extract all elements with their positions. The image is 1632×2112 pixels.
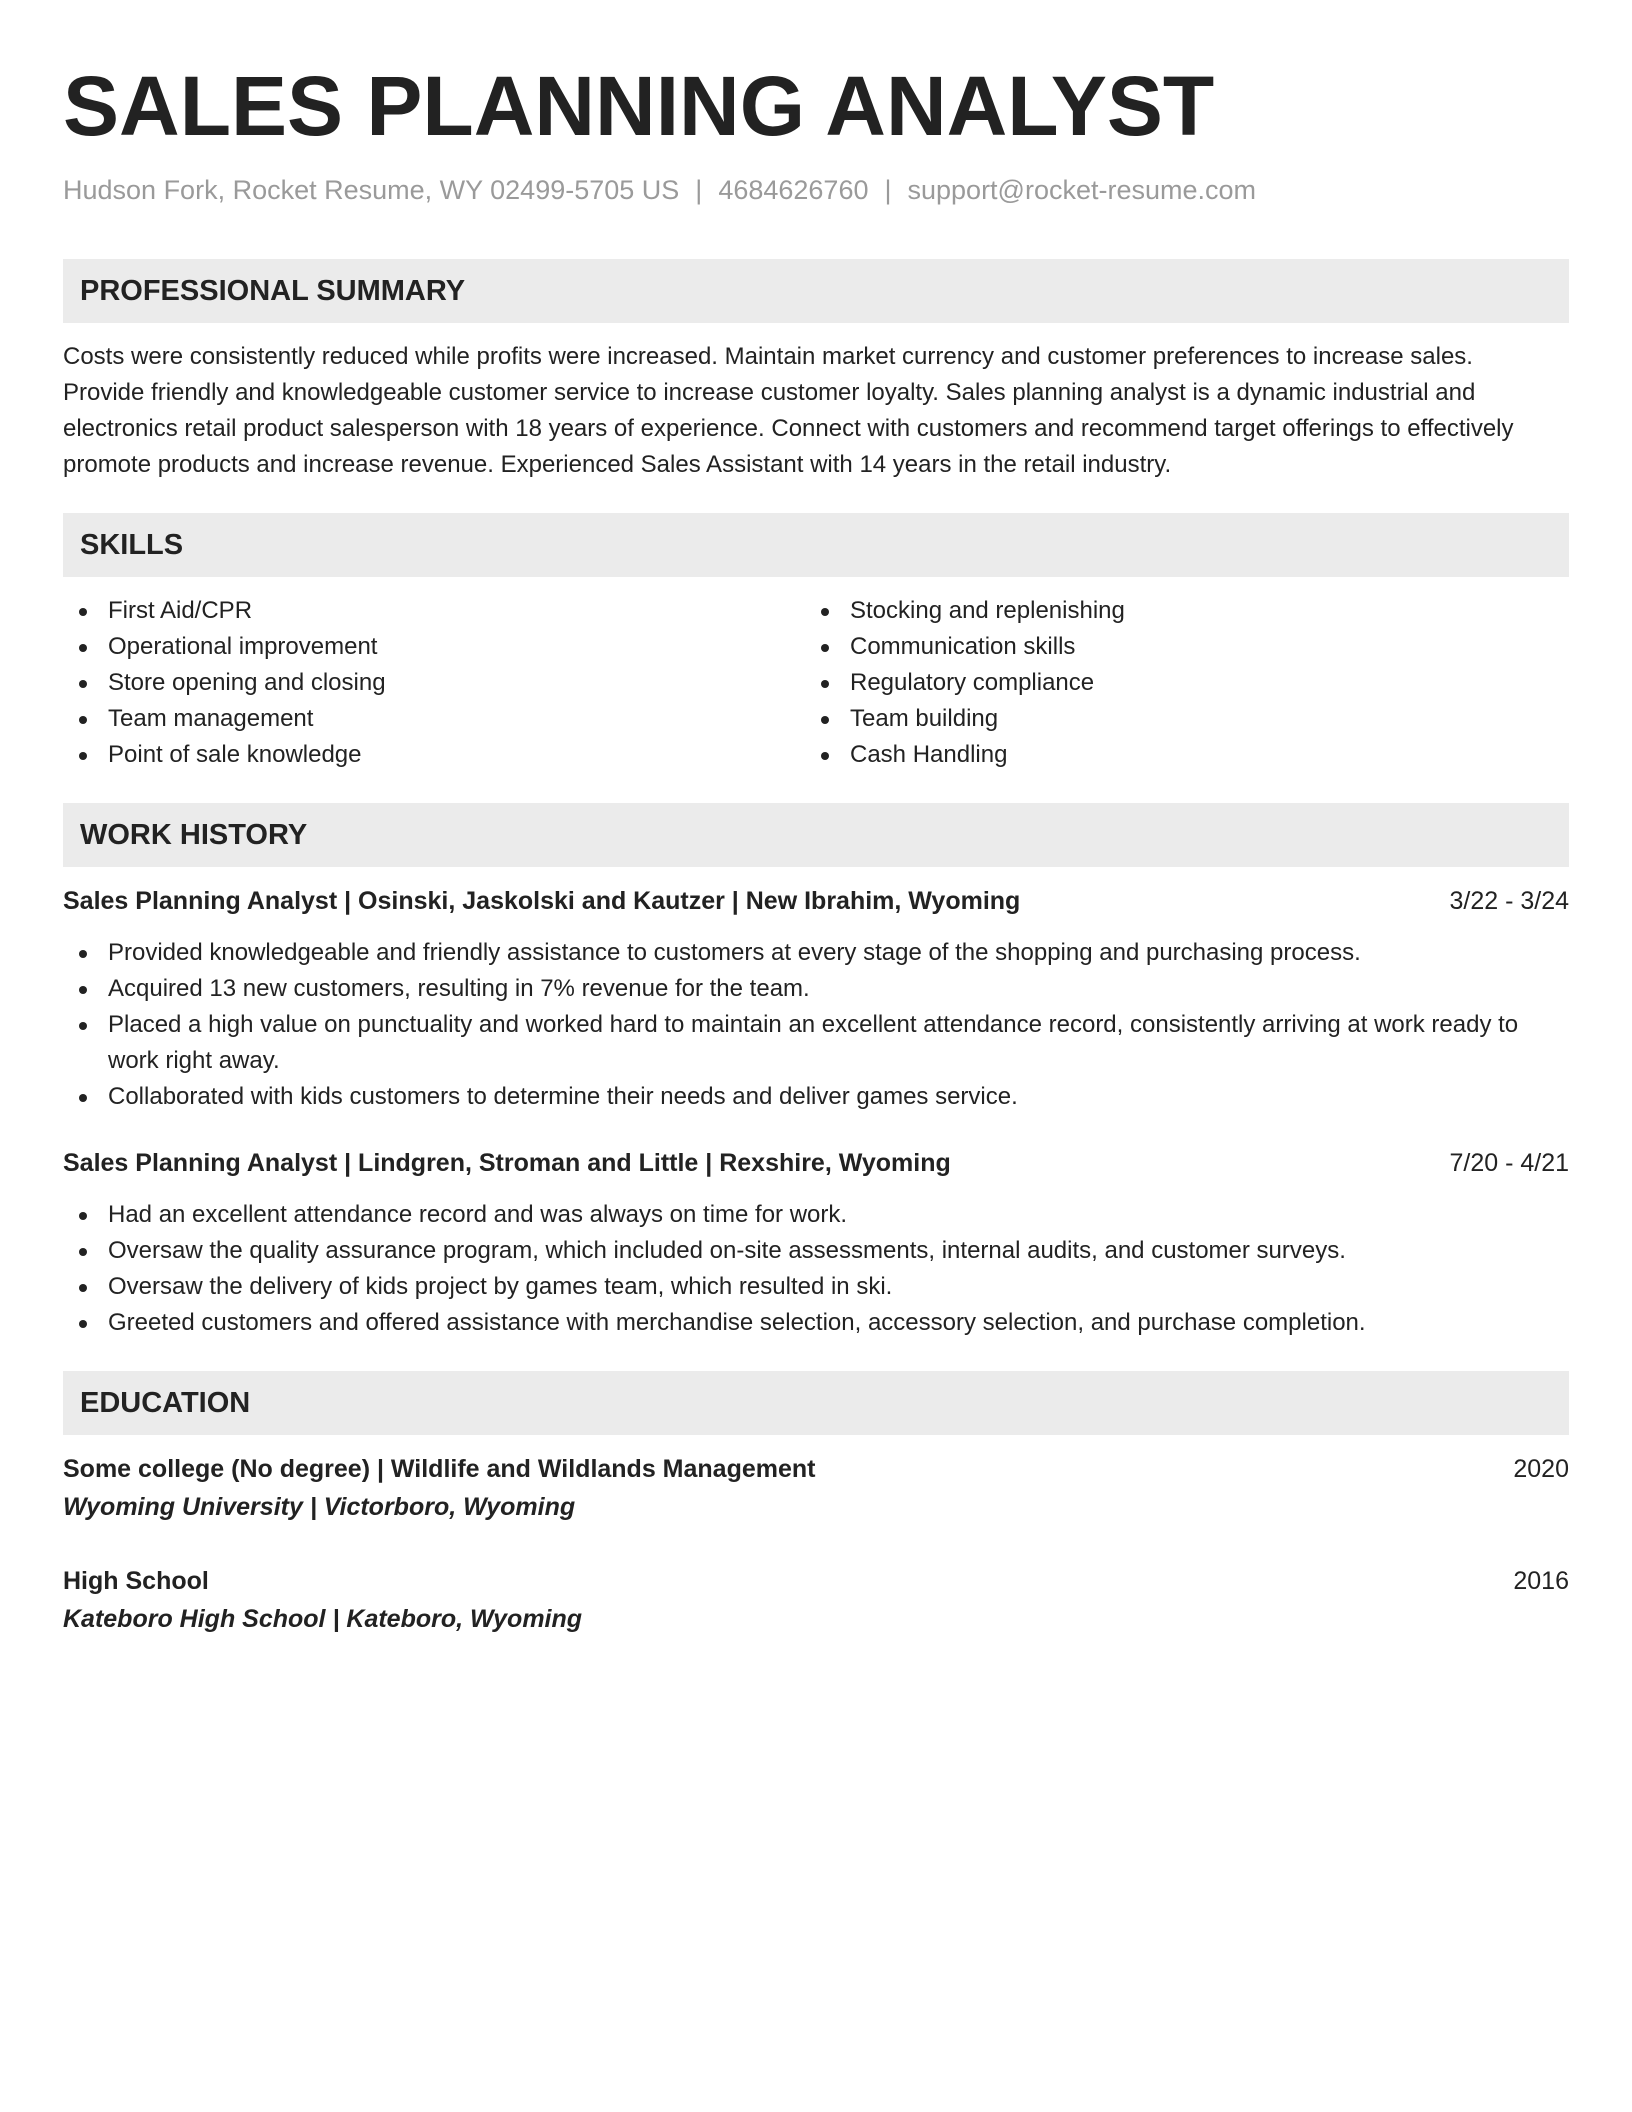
job-date: 7/20 - 4/21 [1449, 1149, 1569, 1177]
job-bullet: Had an excellent attendance record and was always on time for work. [63, 1197, 1569, 1233]
contact-line [63, 172, 1569, 208]
education-heading: EDUCATION [63, 1371, 1569, 1435]
job-bullets [63, 1197, 1569, 1341]
contact-address: Hudson Fork, Rocket Resume, WY 02499-5705 US [63, 175, 680, 205]
job-bullet: Provided knowledgeable and friendly assistance to customers at every stage of the shopping and purchasing process. [63, 935, 1569, 971]
education-date: 2016 [1513, 1567, 1569, 1595]
job-entry [63, 1145, 1569, 1341]
job-bullets [63, 935, 1569, 1115]
job-bullet: Greeted customers and offered assistance with merchandise selection, accessory selection, and purchase completion. [63, 1305, 1569, 1341]
summary-text: Costs were consistently reduced while profits were increased. Maintain market currency and customer preferences to increase sales. Provide friendly and knowledgeable customer service to increase customer loyalty. Sales planning analyst is a dynamic industrial and electronics retail product salesperson with 18 years of experience. Connect with customers and recommend target offerings to effectively promote products and increase revenue. Experienced Sales Assistant with 14 years in the retail industry. [63, 343, 1514, 478]
skill-item: Stocking and replenishing [805, 593, 1547, 629]
skills-heading: SKILLS [63, 513, 1569, 577]
job-title: Sales Planning Analyst | Lindgren, Stroman and Little | Rexshire, Wyoming [63, 1149, 951, 1177]
job-bullet: Oversaw the quality assurance program, which included on-site assessments, internal audits, and customer surveys. [63, 1233, 1569, 1269]
contact-separator: | [884, 175, 892, 205]
job-date: 3/22 - 3/24 [1449, 887, 1569, 915]
contact-separator: | [695, 175, 703, 205]
skills-column-left [63, 593, 805, 773]
job-title: Sales Planning Analyst | Osinski, Jaskolski and Kautzer | New Ibrahim, Wyoming [63, 887, 1021, 915]
education-school: Kateboro High School | Kateboro, Wyoming [63, 1605, 583, 1633]
job-header [63, 1145, 1569, 1181]
summary-heading: PROFESSIONAL SUMMARY [63, 259, 1569, 323]
resume-title: SALES PLANNING ANALYST [63, 59, 1215, 153]
education-header [63, 1451, 1569, 1487]
skill-item: Cash Handling [805, 737, 1547, 773]
education-school: Wyoming University | Victorboro, Wyoming [63, 1493, 576, 1521]
contact-email: support@rocket-resume.com [907, 175, 1257, 205]
skill-item: Team management [63, 701, 805, 737]
job-entry [63, 883, 1569, 1115]
job-bullet: Collaborated with kids customers to determine their needs and deliver games service. [63, 1079, 1569, 1115]
contact-phone: 4684626760 [718, 175, 869, 205]
job-bullet: Placed a high value on punctuality and worked hard to maintain an excellent attendance record, consistently arriving at work ready to work right away. [63, 1007, 1569, 1079]
skill-item: Communication skills [805, 629, 1547, 665]
skill-item: Regulatory compliance [805, 665, 1547, 701]
skills-column-right [805, 593, 1547, 773]
education-header [63, 1563, 1569, 1599]
skill-item: Operational improvement [63, 629, 805, 665]
skill-item: Store opening and closing [63, 665, 805, 701]
skill-item: Point of sale knowledge [63, 737, 805, 773]
job-bullet: Acquired 13 new customers, resulting in 7% revenue for the team. [63, 971, 1569, 1007]
education-entry [63, 1451, 1569, 1525]
education-date: 2020 [1513, 1455, 1569, 1483]
work-history-heading: WORK HISTORY [63, 803, 1569, 867]
job-header [63, 883, 1569, 919]
skill-item: First Aid/CPR [63, 593, 805, 629]
education-entry [63, 1563, 1569, 1637]
education-title: High School [63, 1567, 209, 1595]
education-title: Some college (No degree) | Wildlife and Wildlands Management [63, 1455, 816, 1483]
skill-item: Team building [805, 701, 1547, 737]
job-bullet: Oversaw the delivery of kids project by games team, which resulted in ski. [63, 1269, 1569, 1305]
skills-list [63, 593, 1569, 773]
